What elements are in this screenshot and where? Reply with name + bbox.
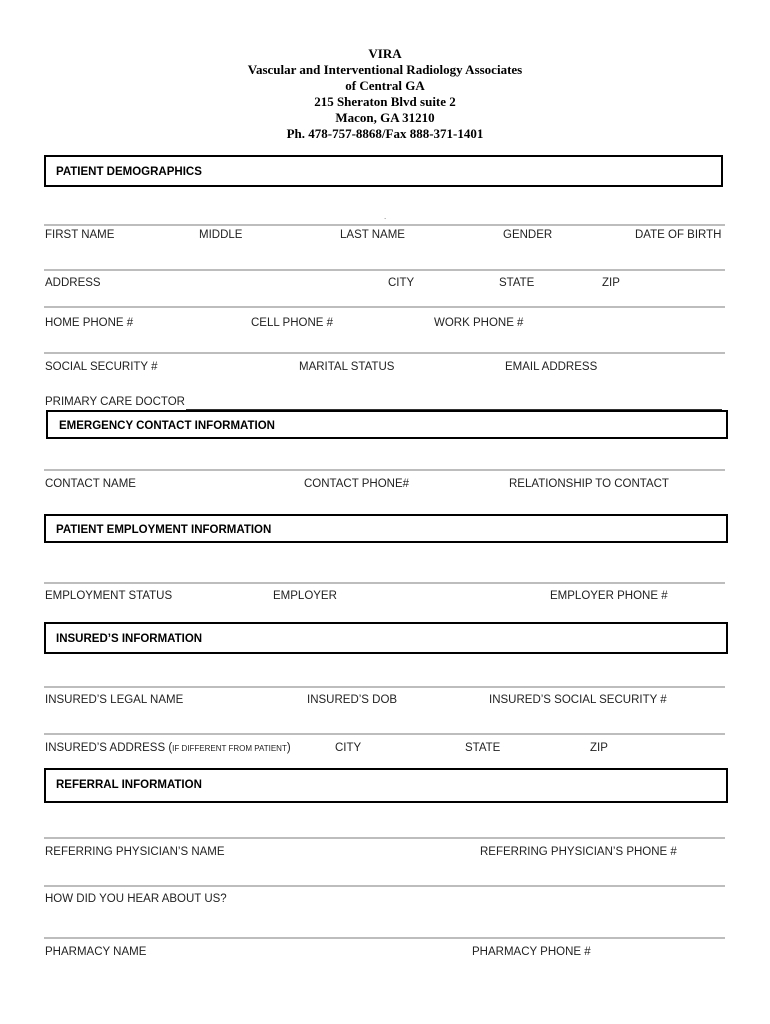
section-referral <box>44 768 728 803</box>
insured-legal-name-label: INSURED’S LEGAL NAME <box>45 694 184 706</box>
employment-status-label: EMPLOYMENT STATUS <box>45 590 173 602</box>
contact-phone-label: CONTACT PHONE# <box>304 478 410 490</box>
section-insured <box>44 622 728 654</box>
referring-physician-name-label: REFERRING PHYSICIAN’S NAME <box>45 846 225 858</box>
state-label: STATE <box>499 277 535 289</box>
insured-city-label: CITY <box>335 742 362 754</box>
practice-city: Macon, GA 31210 <box>335 110 435 125</box>
section-title: EMERGENCY CONTACT INFORMATION <box>59 420 275 432</box>
gender-label: GENDER <box>503 229 553 241</box>
section-title: PATIENT EMPLOYMENT INFORMATION <box>56 524 272 536</box>
section-title: INSURED’S INFORMATION <box>56 633 203 645</box>
middle-name-label: MIDDLE <box>199 229 243 241</box>
how-did-you-hear-label: HOW DID YOU HEAR ABOUT US? <box>45 893 227 905</box>
insured-zip-label: ZIP <box>590 742 608 754</box>
fill-line-how-heard-row[interactable] <box>44 885 725 887</box>
email-address-label: EMAIL ADDRESS <box>505 361 598 373</box>
insured-address-note: IF DIFFERENT FROM PATIENT <box>172 744 287 753</box>
first-name-label: FIRST NAME <box>45 229 115 241</box>
insured-address-label <box>45 742 291 754</box>
fill-line-pharmacy-row[interactable] <box>44 937 725 939</box>
fill-line-contact-row[interactable] <box>44 469 725 471</box>
section-emergency-contact <box>46 410 728 439</box>
ssn-label: SOCIAL SECURITY # <box>45 361 158 373</box>
relationship-label: RELATIONSHIP TO CONTACT <box>509 478 669 490</box>
insured-ssn-label: INSURED’S SOCIAL SECURITY # <box>489 694 667 706</box>
section-patient-demographics <box>44 155 723 187</box>
primary-care-doctor-label: PRIMARY CARE DOCTOR <box>45 396 185 408</box>
section-employment <box>44 514 728 543</box>
practice-street: 215 Sheraton Blvd suite 2 <box>314 94 456 109</box>
pharmacy-phone-label: PHARMACY PHONE # <box>472 946 591 958</box>
fill-line-employment-row[interactable] <box>44 582 725 584</box>
letterhead <box>0 46 770 142</box>
employer-phone-label: EMPLOYER PHONE # <box>550 590 668 602</box>
stray-mark: . <box>384 212 387 221</box>
insured-address-text: INSURED’S ADDRESS ( <box>45 742 173 754</box>
fill-line-name-row[interactable] <box>44 224 725 226</box>
fill-line-insured-address-row[interactable] <box>44 733 725 735</box>
fill-line-insured-row[interactable] <box>44 686 725 688</box>
section-title: REFERRAL INFORMATION <box>56 779 202 791</box>
insured-dob-label: INSURED’S DOB <box>307 694 398 706</box>
referring-physician-phone-label: REFERRING PHYSICIAN’S PHONE # <box>480 846 677 858</box>
insured-state-label: STATE <box>465 742 501 754</box>
fill-line-ssn-row[interactable] <box>44 352 725 354</box>
practice-region: of Central GA <box>345 78 425 93</box>
marital-status-label: MARITAL STATUS <box>299 361 395 373</box>
contact-name-label: CONTACT NAME <box>45 478 136 490</box>
pharmacy-name-label: PHARMACY NAME <box>45 946 147 958</box>
fill-line-referring-row[interactable] <box>44 837 725 839</box>
practice-phone-fax: Ph. 478-757-8868/Fax 888-371-1401 <box>286 126 484 141</box>
zip-label: ZIP <box>602 277 620 289</box>
practice-acronym: VIRA <box>368 46 402 61</box>
section-title: PATIENT DEMOGRAPHICS <box>56 166 202 178</box>
fill-line-phone-row[interactable] <box>44 306 725 308</box>
cell-phone-label: CELL PHONE # <box>251 317 334 329</box>
work-phone-label: WORK PHONE # <box>434 317 524 329</box>
home-phone-label: HOME PHONE # <box>45 317 134 329</box>
city-label: CITY <box>388 277 415 289</box>
address-label: ADDRESS <box>45 277 101 289</box>
insured-address-close: ) <box>286 742 291 754</box>
last-name-label: LAST NAME <box>340 229 405 241</box>
employer-label: EMPLOYER <box>273 590 337 602</box>
fill-line-address-row[interactable] <box>44 269 725 271</box>
practice-name: Vascular and Interventional Radiology Associates <box>247 62 523 77</box>
date-of-birth-label: DATE OF BIRTH <box>635 229 722 241</box>
